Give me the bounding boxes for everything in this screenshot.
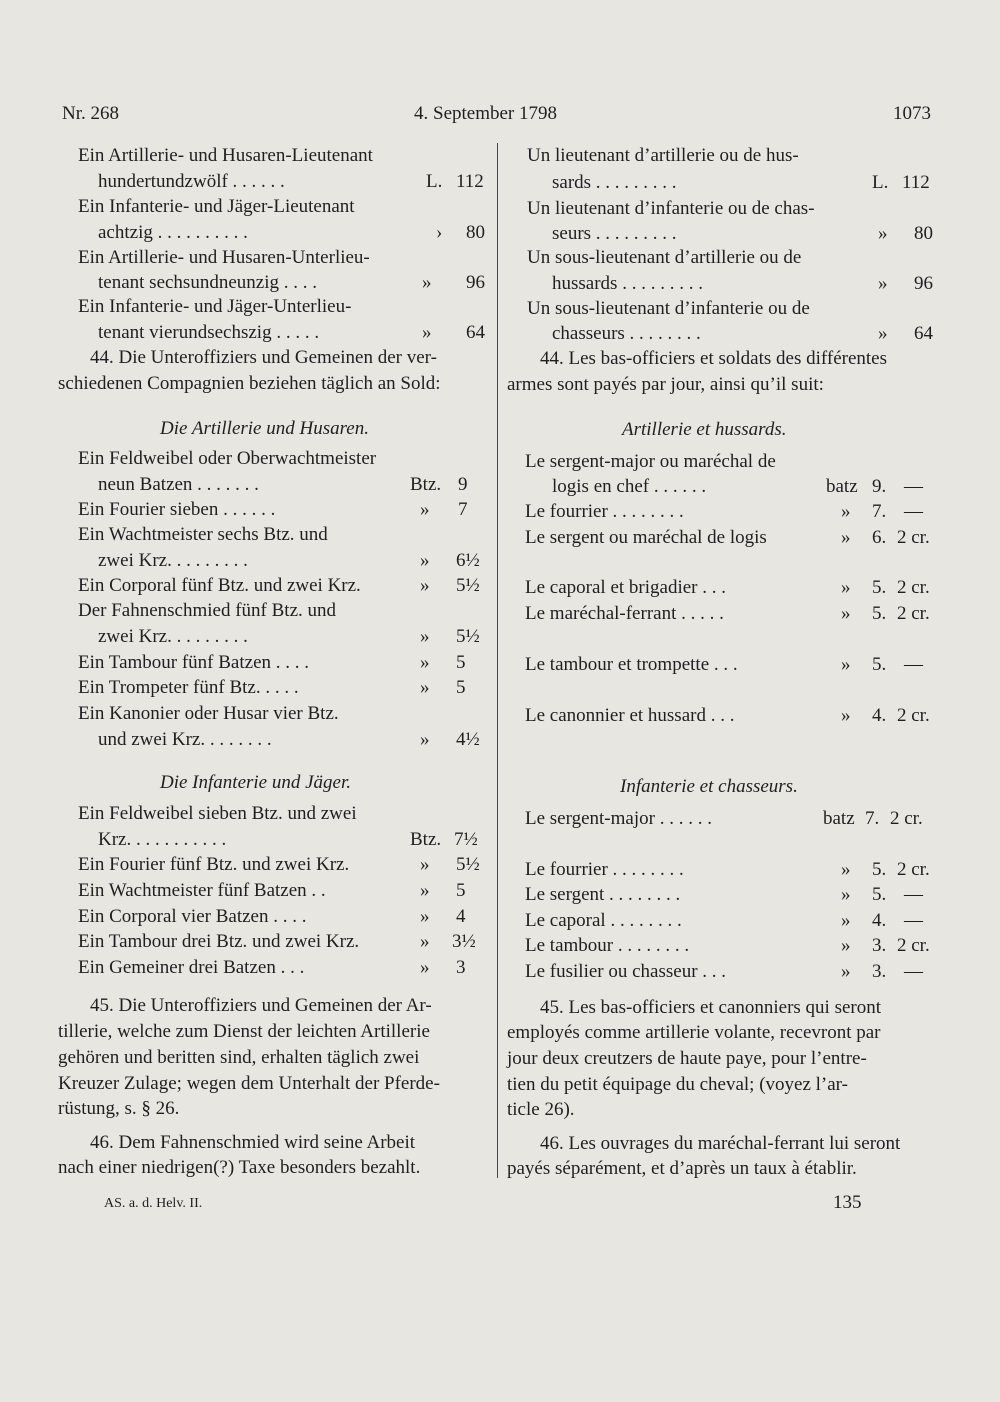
row-value: 7½	[454, 829, 478, 850]
left-line: Ein Infanterie- und Jäger-Lieutenant	[78, 196, 355, 217]
row-label: Ein Corporal fünf Btz. und zwei Krz.	[78, 575, 361, 596]
row-label: hussards . . . . . . . . .	[552, 273, 703, 294]
row-value: 5	[456, 652, 466, 673]
row-label: Le sergent-major . . . . . .	[525, 808, 712, 829]
row-mark: »	[841, 884, 851, 905]
row-mark: »	[841, 910, 851, 931]
row-mark: »	[420, 854, 430, 875]
row-mark: »	[420, 652, 430, 673]
row-label: Ein Tambour fünf Batzen . . . .	[78, 652, 310, 673]
document-number: Nr. 268	[62, 103, 119, 124]
left-line: Ein Feldweibel sieben Btz. und zwei	[78, 803, 357, 824]
row-label: Le maréchal-ferrant . . . . .	[525, 603, 724, 624]
row-value: 112	[456, 171, 484, 192]
row-value: 7	[458, 499, 468, 520]
row-label: sards . . . . . . . . .	[552, 172, 677, 193]
row-label: zwei Krz. . . . . . . . .	[98, 626, 248, 647]
right-line: 45. Les bas-officiers et canonniers qui seront	[540, 997, 882, 1018]
row-label: Ein Fourier sieben . . . . . .	[78, 499, 276, 520]
row-value: 3.	[872, 961, 887, 982]
row-mark: »	[420, 575, 430, 596]
row-value: 5½	[456, 626, 480, 647]
row-mark: »	[420, 550, 430, 571]
row-label: und zwei Krz. . . . . . . .	[98, 729, 272, 750]
row-value: 5	[456, 880, 466, 901]
row-label: Krz. . . . . . . . . . .	[98, 829, 227, 850]
row-label: Le fourrier . . . . . . . .	[525, 859, 684, 880]
row-mark: »	[422, 272, 432, 293]
row-label: Ein Gemeiner drei Batzen . . .	[78, 957, 305, 978]
row-extra: 2 cr.	[890, 808, 923, 829]
right-line: jour deux creutzers de haute paye, pour l’entre-	[507, 1048, 867, 1069]
right-line: armes sont payés par jour, ainsi qu’il suit:	[507, 374, 824, 395]
row-extra: 2 cr.	[897, 577, 930, 598]
left-line: 46. Dem Fahnenschmied wird seine Arbeit	[90, 1132, 416, 1153]
row-mark: »	[841, 961, 851, 982]
row-label: neun Batzen . . . . . . .	[98, 474, 259, 495]
row-value: 4	[456, 906, 466, 927]
left-line: Kreuzer Zulage; wegen dem Unterhalt der Pferde-	[58, 1073, 440, 1094]
row-mark: »	[841, 527, 851, 548]
right-line: employés comme artillerie volante, recevront par	[507, 1022, 881, 1043]
row-value: 64	[466, 322, 485, 343]
row-value: 5½	[456, 854, 480, 875]
row-extra: —	[904, 654, 923, 675]
row-mark: »	[878, 273, 888, 294]
row-label: Le tambour et trompette . . .	[525, 654, 738, 675]
row-mark: »	[420, 931, 430, 952]
row-mark: »	[420, 906, 430, 927]
row-mark: »	[420, 957, 430, 978]
left-line: Ein Wachtmeister sechs Btz. und	[78, 524, 328, 545]
right-line: 46. Les ouvrages du maréchal-ferrant lui seront	[540, 1133, 901, 1154]
row-value: 9.	[872, 476, 887, 497]
row-mark: L.	[872, 172, 889, 193]
left-line: tillerie, welche zum Dienst der leichten Artillerie	[58, 1021, 430, 1042]
row-label: hundertundzwölf . . . . . .	[98, 171, 285, 192]
row-mark: »	[841, 501, 851, 522]
right-line: ticle 26).	[507, 1099, 575, 1120]
source-signature: AS. a. d. Helv. II.	[104, 1196, 203, 1211]
row-mark: »	[841, 859, 851, 880]
row-extra: 2 cr.	[897, 935, 930, 956]
row-value: 5.	[872, 859, 887, 880]
row-extra: —	[904, 884, 923, 905]
row-value: 5.	[872, 654, 887, 675]
right-line: Un lieutenant d’infanterie ou de chas-	[527, 198, 815, 219]
section-heading: Die Infanterie und Jäger.	[160, 772, 352, 793]
section-heading: Die Artillerie und Husaren.	[160, 418, 369, 439]
row-value: 6.	[872, 527, 887, 548]
row-extra: 2 cr.	[897, 705, 930, 726]
right-line: 44. Les bas-officiers et soldats des différentes	[540, 348, 888, 369]
row-label: zwei Krz. . . . . . . . .	[98, 550, 248, 571]
left-line: Ein Feldweibel oder Oberwachtmeister	[78, 448, 377, 469]
row-mark: »	[878, 223, 888, 244]
row-mark: »	[420, 499, 430, 520]
row-label: seurs . . . . . . . . .	[552, 223, 677, 244]
row-extra: —	[904, 501, 923, 522]
section-heading: Infanterie et chasseurs.	[620, 776, 798, 797]
row-value: 96	[914, 273, 933, 294]
row-value: 3½	[452, 931, 476, 952]
row-label: Le fusilier ou chasseur . . .	[525, 961, 727, 982]
row-label: logis en chef . . . . . .	[552, 476, 707, 497]
row-mark: »	[420, 677, 430, 698]
row-extra: 2 cr.	[897, 527, 930, 548]
row-mark: »	[841, 603, 851, 624]
document-date: 4. September 1798	[414, 103, 558, 124]
row-value: 4.	[872, 705, 887, 726]
row-mark: batz	[823, 808, 855, 829]
section-heading: Artillerie et hussards.	[622, 419, 787, 440]
row-label: Le canonnier et hussard . . .	[525, 705, 735, 726]
left-line: 45. Die Unteroffiziers und Gemeinen der Ar-	[90, 995, 432, 1016]
row-extra: 2 cr.	[897, 603, 930, 624]
row-mark: »	[420, 729, 430, 750]
left-line: nach einer niedrigen(?) Taxe besonders bezahlt.	[58, 1157, 421, 1178]
row-label: Le tambour . . . . . . . .	[525, 935, 690, 956]
row-value: 5.	[872, 603, 887, 624]
left-line: rüstung, s. § 26.	[58, 1098, 180, 1119]
left-line: 44. Die Unteroffiziers und Gemeinen der ver-	[90, 347, 437, 368]
row-label: Ein Wachtmeister fünf Batzen . .	[78, 880, 326, 901]
row-label: Ein Trompeter fünf Btz. . . . .	[78, 677, 299, 698]
row-label: Le caporal . . . . . . . .	[525, 910, 682, 931]
row-value: 7.	[865, 808, 880, 829]
row-label: tenant sechsundneunzig . . . .	[98, 272, 317, 293]
row-value: 4½	[456, 729, 480, 750]
left-line: gehören und beritten sind, erhalten täglich zwei	[58, 1047, 420, 1068]
row-mark: »	[841, 935, 851, 956]
row-mark: ›	[436, 222, 443, 243]
row-mark: »	[422, 322, 432, 343]
row-mark: L.	[426, 171, 443, 192]
row-mark: »	[420, 626, 430, 647]
left-line: Ein Artillerie- und Husaren-Lieutenant	[78, 145, 373, 166]
row-value: 9	[458, 474, 468, 495]
row-value: 6½	[456, 550, 480, 571]
row-label: Le caporal et brigadier . . .	[525, 577, 726, 598]
row-value: 80	[914, 223, 933, 244]
row-mark: »	[841, 577, 851, 598]
row-mark: Btz.	[410, 474, 442, 495]
left-line: schiedenen Compagnien beziehen täglich an Sold:	[58, 373, 441, 394]
row-mark: »	[420, 880, 430, 901]
row-label: chasseurs . . . . . . . .	[552, 323, 701, 344]
row-label: Ein Corporal vier Batzen . . . .	[78, 906, 307, 927]
row-value: 4.	[872, 910, 887, 931]
sheet-number: 135	[833, 1192, 862, 1213]
row-label: Ein Tambour drei Btz. und zwei Krz.	[78, 931, 360, 952]
right-line: Un sous-lieutenant d’artillerie ou de	[527, 247, 802, 268]
row-label: tenant vierundsechszig . . . . .	[98, 322, 320, 343]
row-value: 64	[914, 323, 933, 344]
row-value: 5	[456, 677, 466, 698]
row-value: 7.	[872, 501, 887, 522]
right-line: payés séparément, et d’après un taux à établir.	[507, 1158, 857, 1179]
left-line: Der Fahnenschmied fünf Btz. und	[78, 600, 337, 621]
row-value: 5.	[872, 577, 887, 598]
left-line: Ein Kanonier oder Husar vier Btz.	[78, 703, 339, 724]
left-line: Ein Artillerie- und Husaren-Unterlieu-	[78, 247, 370, 268]
row-value: 3	[456, 957, 466, 978]
row-mark: »	[841, 705, 851, 726]
row-mark: »	[841, 654, 851, 675]
row-mark: »	[878, 323, 888, 344]
row-label: Le fourrier . . . . . . . .	[525, 501, 684, 522]
row-label: Ein Fourier fünf Btz. und zwei Krz.	[78, 854, 350, 875]
row-label: Le sergent . . . . . . . .	[525, 884, 681, 905]
page-number: 1073	[893, 103, 931, 124]
row-value: 96	[466, 272, 485, 293]
right-line: Un lieutenant d’artillerie ou de hus-	[527, 145, 799, 166]
row-extra: 2 cr.	[897, 859, 930, 880]
row-value: 80	[466, 222, 485, 243]
row-value: 5.	[872, 884, 887, 905]
row-label: achtzig . . . . . . . . . .	[98, 222, 248, 243]
row-extra: —	[904, 961, 923, 982]
left-line: Ein Infanterie- und Jäger-Unterlieu-	[78, 296, 352, 317]
row-value: 112	[902, 172, 930, 193]
row-mark: batz	[826, 476, 858, 497]
row-extra: —	[904, 476, 923, 497]
row-value: 3.	[872, 935, 887, 956]
right-line: Le sergent-major ou maréchal de	[525, 451, 776, 472]
row-extra: —	[904, 910, 923, 931]
right-line: Un sous-lieutenant d’infanterie ou de	[527, 298, 810, 319]
row-label: Le sergent ou maréchal de logis	[525, 527, 767, 548]
right-line: tien du petit équipage du cheval; (voyez l’ar-	[507, 1074, 848, 1095]
row-mark: Btz.	[410, 829, 442, 850]
row-value: 5½	[456, 575, 480, 596]
column-divider	[497, 143, 498, 1178]
